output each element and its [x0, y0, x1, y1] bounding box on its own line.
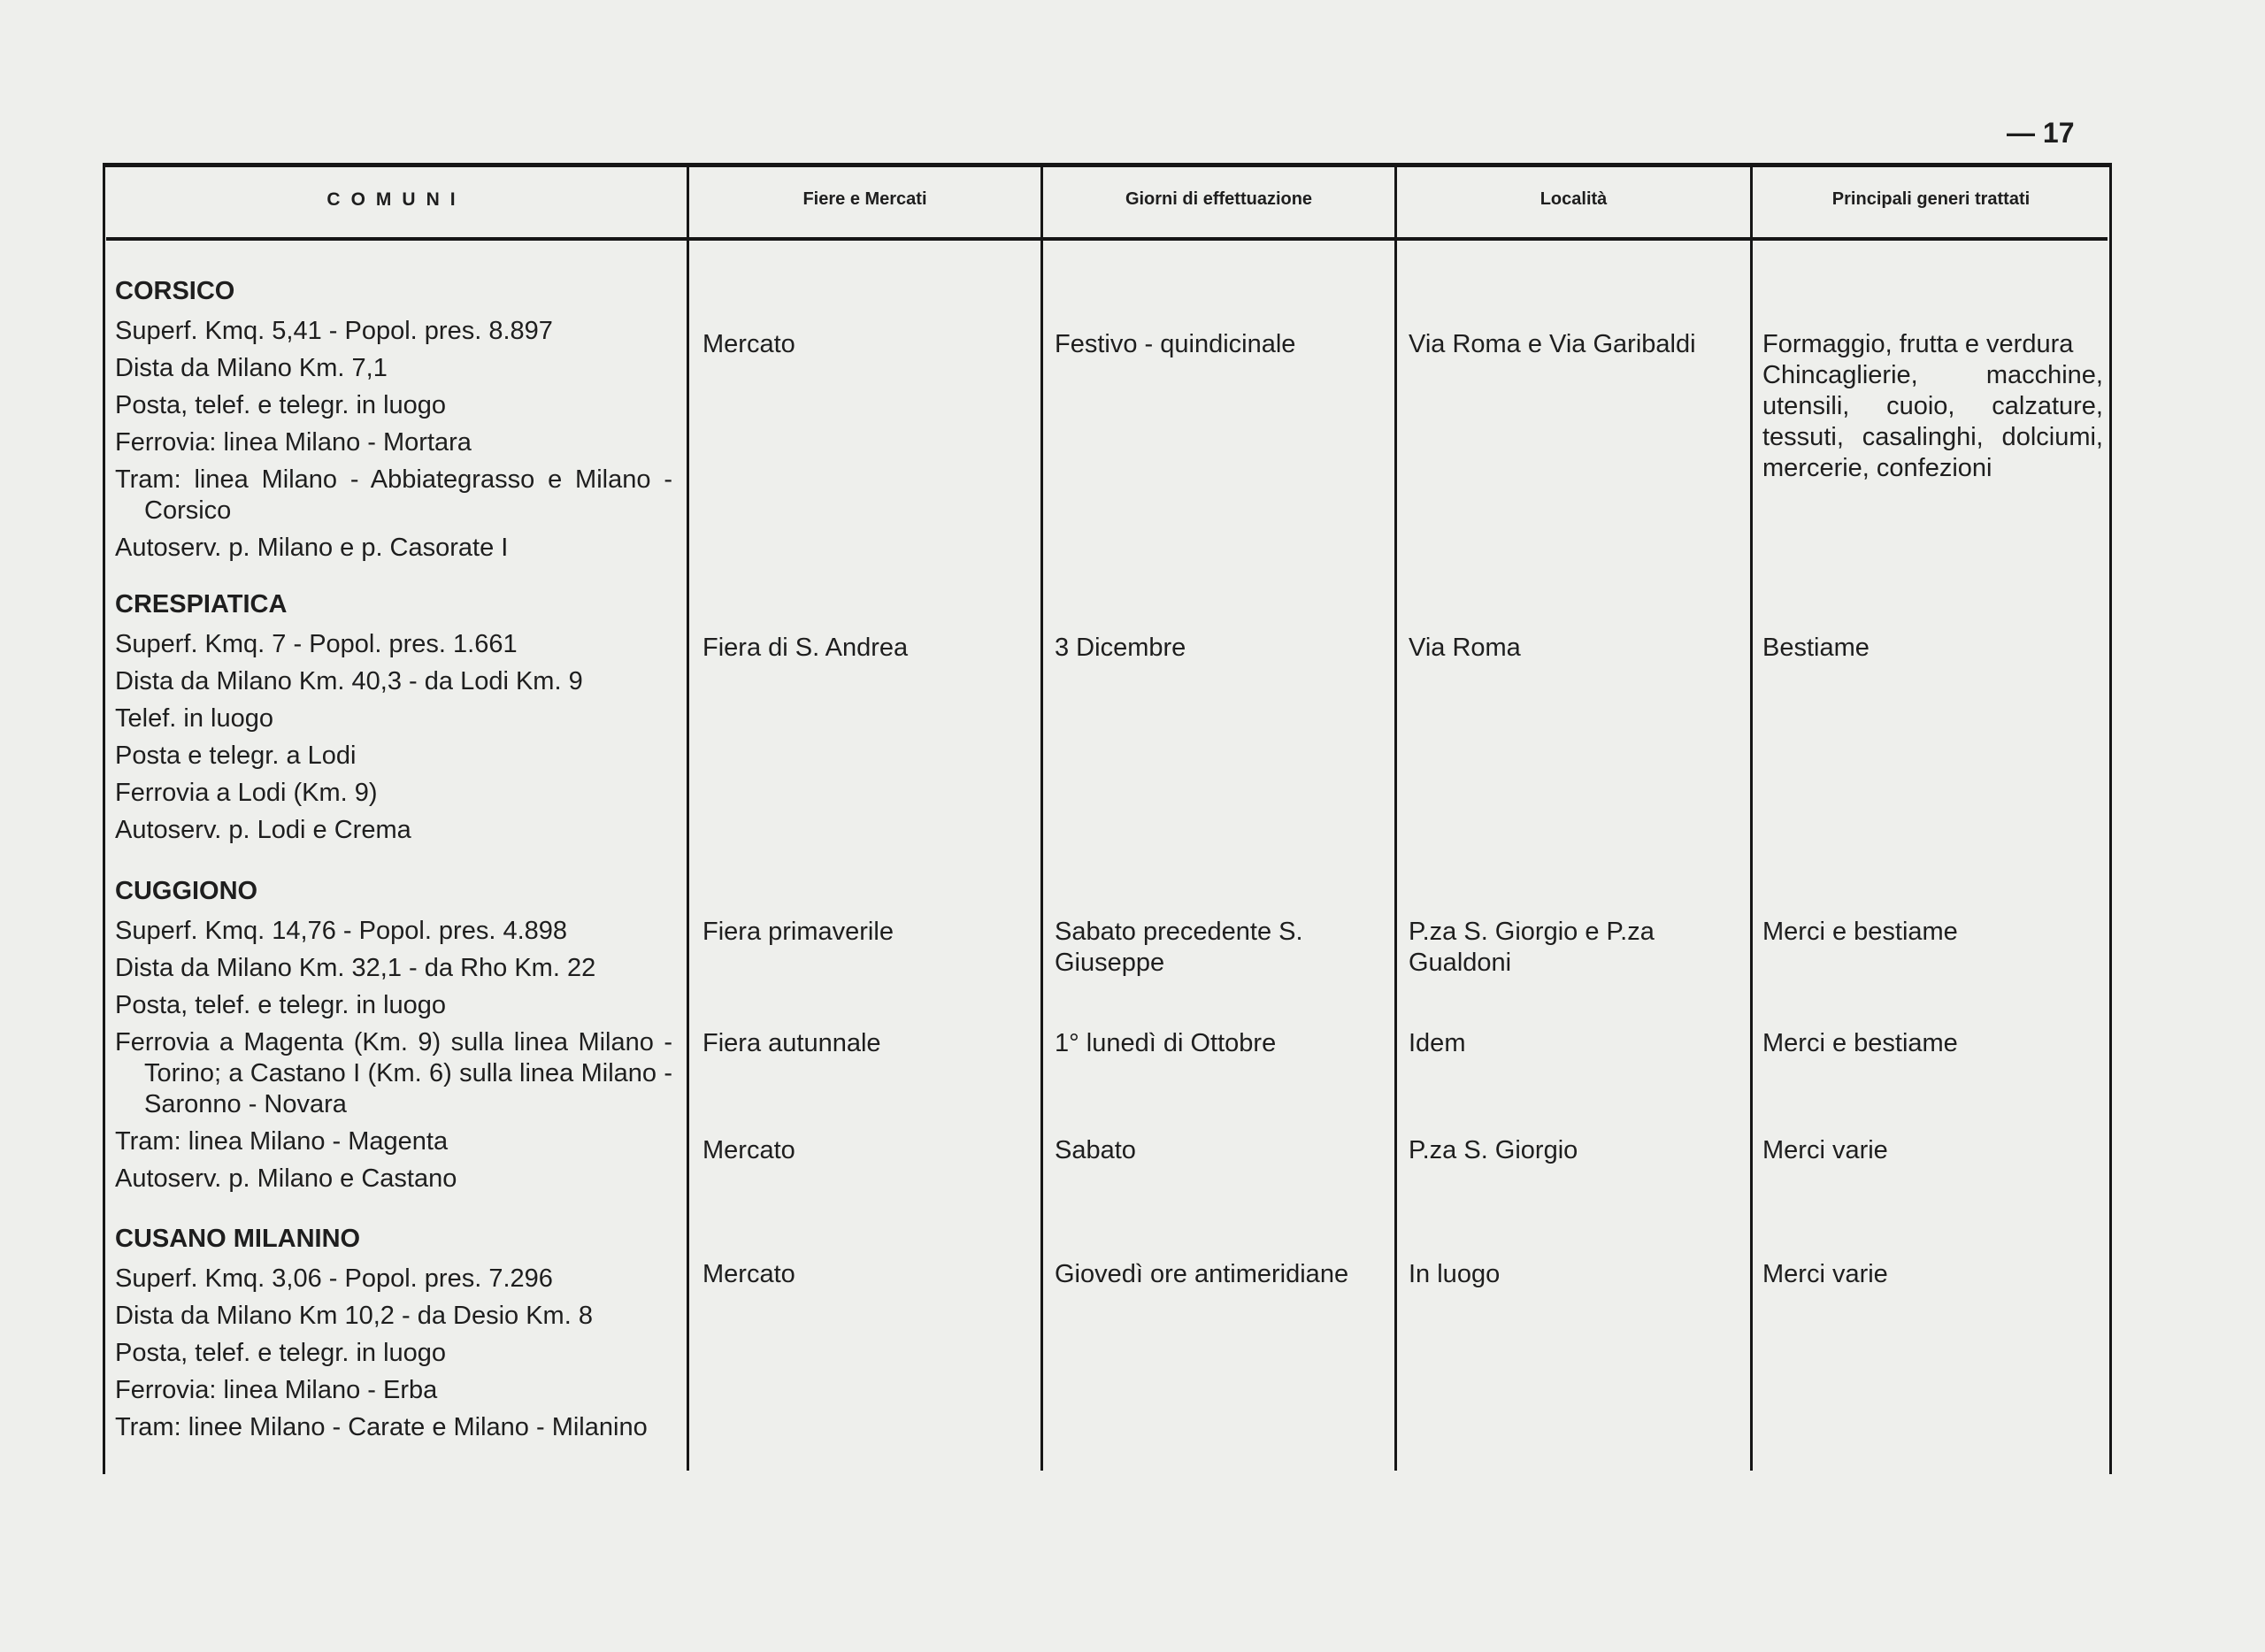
column-divider — [1750, 166, 1753, 1471]
comune-info-line: Ferrovia a Magenta (Km. 9) sulla linea Milano - Torino; a Castano I (Km. 6) sulla linea Milano - Saronno - Novara — [115, 1028, 672, 1118]
comune-info-line: Ferrovia: linea Milano - Mortara — [115, 428, 472, 457]
table-top-rule — [103, 163, 2111, 167]
comune-info-line: Tram: linea Milano - Abbiategrasso e Milano - Corsico — [115, 465, 672, 525]
header-giorni: Giorni di effettuazione — [1125, 189, 1313, 209]
cell-fiera: Fiera autunnale — [703, 1029, 881, 1057]
comune-info-line: Dista da Milano Km 10,2 - da Desio Km. 8 — [115, 1302, 593, 1330]
comune-info-line: Dista da Milano Km. 7,1 — [115, 354, 388, 382]
comune-name: CORSICO — [115, 277, 235, 305]
page-number: — 17 — [2007, 117, 2075, 149]
cell-generi: Formaggio, frutta e verdura Chincaglierie, macchine, utensili, cuoio, calzature, tessuti, casalinghi, dolciumi, mercerie, confezioni — [1762, 330, 2103, 482]
cell-localita: In luogo — [1409, 1260, 1501, 1288]
comune-block — [115, 1224, 672, 1443]
cell-localita: Via Roma — [1409, 634, 1521, 662]
cell-generi: Merci e bestiame — [1762, 918, 1958, 946]
comune-block — [115, 276, 672, 564]
cell-giorni: Giovedì ore antimeridiane — [1055, 1260, 1349, 1288]
cell-fiera: Fiera di S. Andrea — [703, 634, 909, 662]
comune-name: CUSANO MILANINO — [115, 1225, 361, 1253]
comune-block — [115, 589, 672, 846]
header-fiere: Fiere e Mercati — [802, 189, 927, 209]
cell-fiera: Mercato — [703, 1260, 795, 1288]
comune-info-line: Tram: linea Milano - Magenta — [115, 1127, 449, 1156]
comune-info-line: Posta, telef. e telegr. in luogo — [115, 391, 447, 419]
header-generi: Principali generi trattati — [1831, 189, 2031, 209]
cell-generi: Bestiame — [1762, 634, 1870, 662]
comune-info-line: Posta, telef. e telegr. in luogo — [115, 991, 447, 1019]
header-bottom-rule — [106, 237, 2108, 241]
comune-info-line: Dista da Milano Km. 32,1 - da Rho Km. 22 — [115, 954, 596, 982]
header-comuni: COMUNI — [326, 189, 466, 210]
cell-giorni: 3 Dicembre — [1055, 634, 1186, 662]
comune-info-line: Autoserv. p. Lodi e Crema — [115, 816, 411, 844]
cell-giorni: Sabato precedente S. Giuseppe — [1055, 918, 1303, 977]
cell-fiera: Fiera primaverile — [703, 918, 894, 946]
cell-giorni: Sabato — [1055, 1136, 1136, 1164]
comune-info-line: Ferrovia: linea Milano - Erba — [115, 1376, 438, 1404]
comune-info-line: Autoserv. p. Milano e Castano — [115, 1164, 457, 1193]
comune-info-line: Posta, telef. e telegr. in luogo — [115, 1339, 447, 1367]
comune-info-line: Superf. Kmq. 3,06 - Popol. pres. 7.296 — [115, 1264, 553, 1293]
comune-info-line: Superf. Kmq. 14,76 - Popol. pres. 4.898 — [115, 917, 568, 945]
cell-fiera: Mercato — [703, 330, 795, 358]
comune-info-line: Autoserv. p. Milano e p. Casorate I — [115, 534, 509, 562]
comune-info-line: Telef. in luogo — [115, 704, 273, 733]
column-divider — [1040, 166, 1043, 1471]
column-divider — [2109, 163, 2112, 1474]
comune-info-line: Superf. Kmq. 5,41 - Popol. pres. 8.897 — [115, 317, 553, 345]
cell-localita: P.za S. Giorgio e P.za Gualdoni — [1409, 918, 1655, 977]
column-divider — [687, 166, 689, 1471]
column-divider — [103, 166, 105, 1474]
cell-generi: Merci varie — [1762, 1260, 1888, 1288]
comune-name: CUGGIONO — [115, 877, 258, 905]
cell-localita: Via Roma e Via Garibaldi — [1409, 330, 1696, 358]
column-divider — [1394, 166, 1397, 1471]
comune-block — [115, 876, 672, 1195]
comune-info-line: Ferrovia a Lodi (Km. 9) — [115, 779, 378, 807]
cell-generi: Merci varie — [1762, 1136, 1888, 1164]
header-localita: Località — [1539, 189, 1608, 209]
cell-localita: Idem — [1409, 1029, 1466, 1057]
cell-fiera: Mercato — [703, 1136, 795, 1164]
comune-name: CRESPIATICA — [115, 590, 288, 619]
cell-generi: Merci e bestiame — [1762, 1029, 1958, 1057]
comune-info-line: Superf. Kmq. 7 - Popol. pres. 1.661 — [115, 630, 518, 658]
cell-giorni: Festivo - quindicinale — [1055, 330, 1296, 358]
comune-info-line: Posta e telegr. a Lodi — [115, 741, 357, 770]
cell-localita: P.za S. Giorgio — [1409, 1136, 1578, 1164]
comune-info-line: Dista da Milano Km. 40,3 - da Lodi Km. 9 — [115, 667, 583, 695]
cell-giorni: 1° lunedì di Ottobre — [1055, 1029, 1277, 1057]
comune-info-line: Tram: linee Milano - Carate e Milano - Milanino — [115, 1413, 648, 1441]
